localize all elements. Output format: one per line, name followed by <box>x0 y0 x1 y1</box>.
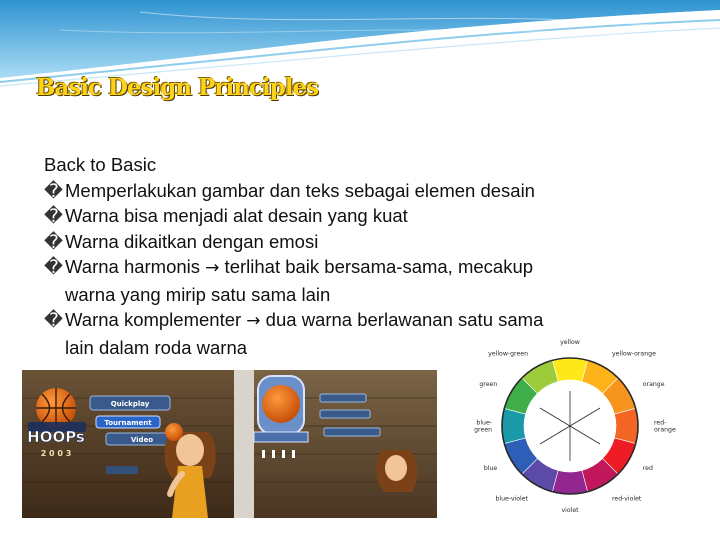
game-logo-text: HOOPs <box>27 428 85 446</box>
bullet-text-continuation: warna yang mirip satu sama lain <box>65 283 331 305</box>
basketball-icon <box>262 385 300 423</box>
missing-glyph-icon: � <box>44 179 63 201</box>
color-wheel-label: yellow-orange <box>612 350 656 358</box>
game-logo-year: 2 0 0 3 <box>40 449 72 458</box>
missing-glyph-icon: � <box>44 256 63 277</box>
bullet-text-continuation: lain dalam roda warna <box>65 336 248 358</box>
game-menu-label: Video <box>130 436 154 444</box>
bullet-text-start: Warna komplementer <box>65 309 247 330</box>
color-wheel-label: violet <box>561 507 579 514</box>
game-menu-label: Tournament <box>104 419 152 427</box>
color-wheel-label: orange <box>642 381 665 388</box>
color-wheel-label: yellow-green <box>488 350 528 358</box>
bullet-text: Warna bisa menjadi alat desain yang kuat <box>65 205 408 226</box>
color-wheel-segment <box>552 470 587 494</box>
color-wheel-label: red-orange <box>654 419 676 434</box>
right-arrow-icon: → <box>246 311 261 331</box>
color-wheel-label: blue <box>483 465 498 472</box>
game-screenshot-image <box>22 370 437 518</box>
slide-body <box>44 152 664 360</box>
right-arrow-icon: → <box>205 258 220 278</box>
bullet-item <box>44 229 664 255</box>
color-wheel-segment <box>614 408 638 443</box>
bullet-item <box>44 254 664 307</box>
color-wheel-segment <box>502 408 526 443</box>
color-wheel-label: blue-violet <box>495 495 528 503</box>
bullet-text <box>65 254 533 307</box>
game-menu-label: Quickplay <box>110 400 150 408</box>
bullet-item <box>44 203 664 229</box>
bullet-item <box>44 178 664 204</box>
color-wheel-segment <box>552 358 587 382</box>
slide-title: Basic Design Principles <box>36 74 319 101</box>
color-wheel-label: blue-green <box>474 419 492 434</box>
color-wheel-diagram <box>460 336 686 524</box>
color-wheel-label: green <box>479 381 498 388</box>
missing-glyph-icon: � <box>44 309 63 330</box>
bullet-text: Memperlakukan gambar dan teks sebagai elemen desain <box>65 179 535 201</box>
bullet-text-end: dua warna berlawanan satu sama <box>260 309 544 330</box>
lead-line: Back to Basic <box>44 154 157 175</box>
color-wheel-label: red <box>642 465 653 472</box>
bullet-text: Warna dikaitkan dengan emosi <box>65 230 319 252</box>
missing-glyph-icon: � <box>44 205 63 226</box>
bullet-text-end: terlihat baik bersama-sama, mecakup <box>219 256 534 277</box>
missing-glyph-icon: � <box>44 230 63 252</box>
bullet-text-start: Warna harmonis <box>65 256 206 277</box>
color-wheel-label: yellow <box>560 339 580 346</box>
color-wheel-label: red-violet <box>612 495 642 503</box>
